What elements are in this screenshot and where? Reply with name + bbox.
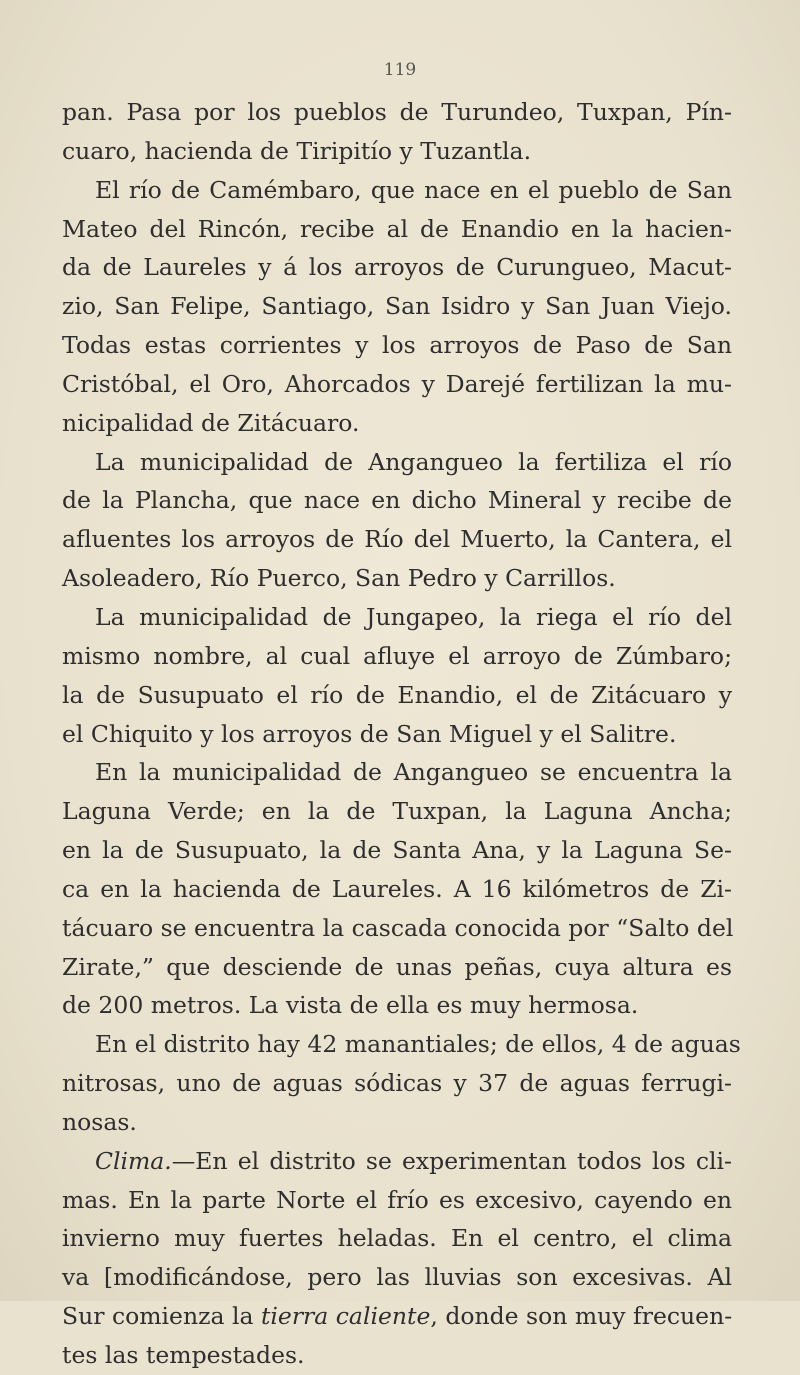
text-span: , donde son muy frecuen- xyxy=(430,1302,733,1331)
text-line: Asoleadero, Río Puerco, San Pedro y Carrillos. xyxy=(62,564,616,593)
text-line: Cristóbal, el Oro, Ahorcados y Darejé fertilizan la mu- xyxy=(62,369,732,398)
clima-paragraph xyxy=(62,1142,732,1181)
text-line: La municipalidad de Angangueo la fertiliza el río xyxy=(95,447,732,476)
page-number: 119 xyxy=(383,60,417,80)
text-line: de la Plancha, que nace en dicho Mineral y recibe de xyxy=(62,486,732,515)
text-line: En la municipalidad de Angangueo se encuentra la xyxy=(95,758,732,787)
text-line: nicipalidad de Zitácuaro. xyxy=(62,408,360,437)
text-line: pan. Pasa por los pueblos de Turundeo, Tuxpan, Pín- xyxy=(62,98,732,126)
text-line: nitrosas, uno de aguas sódicas y 37 de aguas ferrugi- xyxy=(62,1069,732,1098)
text-line: Todas estas corrientes y los arroyos de Paso de San xyxy=(62,331,732,360)
text-line: Laguna Verde; en la de Tuxpan, la Laguna Ancha; xyxy=(62,797,732,826)
text-line: va [modificándose, pero las lluvias son excesivas. Al xyxy=(62,1263,732,1292)
text-line: La municipalidad de Jungapeo, la riega el río del xyxy=(95,602,732,631)
text-line: Mateo del Rincón, recibe al de Enandio en la hacien- xyxy=(62,214,732,243)
clima-heading: Clima. xyxy=(95,1146,172,1175)
text-line: mismo nombre, al cual afluye el arroyo de Zúmbaro; xyxy=(62,641,732,670)
text-line: afluentes los arroyos de Río del Muerto, la Cantera, el xyxy=(62,525,732,554)
text-line: tácuaro se encuentra la cascada conocida por “Salto del xyxy=(62,913,734,942)
text-span: Sur comienza la xyxy=(62,1302,261,1331)
text-line: da de Laureles y á los arroyos de Curungueo, Macut- xyxy=(62,253,732,282)
emphasis-text: tierra caliente xyxy=(260,1302,431,1331)
text-line: El río de Camémbaro, que nace en el pueblo de San xyxy=(95,175,732,204)
text-line: el Chiquito y los arroyos de San Miguel y el Salitre. xyxy=(62,719,677,748)
text-line: invierno muy fuertes heladas. En el centro, el clima xyxy=(62,1224,732,1253)
text-line: zio, San Felipe, Santiago, San Isidro y San Juan Viejo. xyxy=(62,292,732,321)
text-line: cuaro, hacienda de Tiripitío y Tuzantla. xyxy=(62,136,532,165)
text-line: la de Susupuato el río de Enandio, el de Zitácuaro y xyxy=(62,680,732,709)
text-span: —En el distrito se experimentan todos los cli- xyxy=(171,1146,732,1175)
text-line: En el distrito hay 42 manantiales; de ellos, 4 de aguas xyxy=(95,1030,741,1059)
text-line: mas. En la parte Norte el frío es excesivo, cayendo en xyxy=(62,1185,732,1214)
text-line: ca en la hacienda de Laureles. A 16 kilómetros de Zi- xyxy=(62,874,732,903)
text-line: Zirate,” que desciende de unas peñas, cuya altura es xyxy=(62,952,732,981)
text-line: nosas. xyxy=(62,1107,137,1136)
paragraph-lines xyxy=(62,93,741,1142)
text-line xyxy=(62,1142,732,1181)
text-line: tes las tempestades. xyxy=(62,1341,305,1369)
text-line: en la de Susupuato, la de Santa Ana, y la Laguna Se- xyxy=(62,836,732,865)
text-line xyxy=(62,1297,732,1336)
text-line: de 200 metros. La vista de ella es muy hermosa. xyxy=(62,991,639,1020)
body-text xyxy=(62,93,741,1375)
